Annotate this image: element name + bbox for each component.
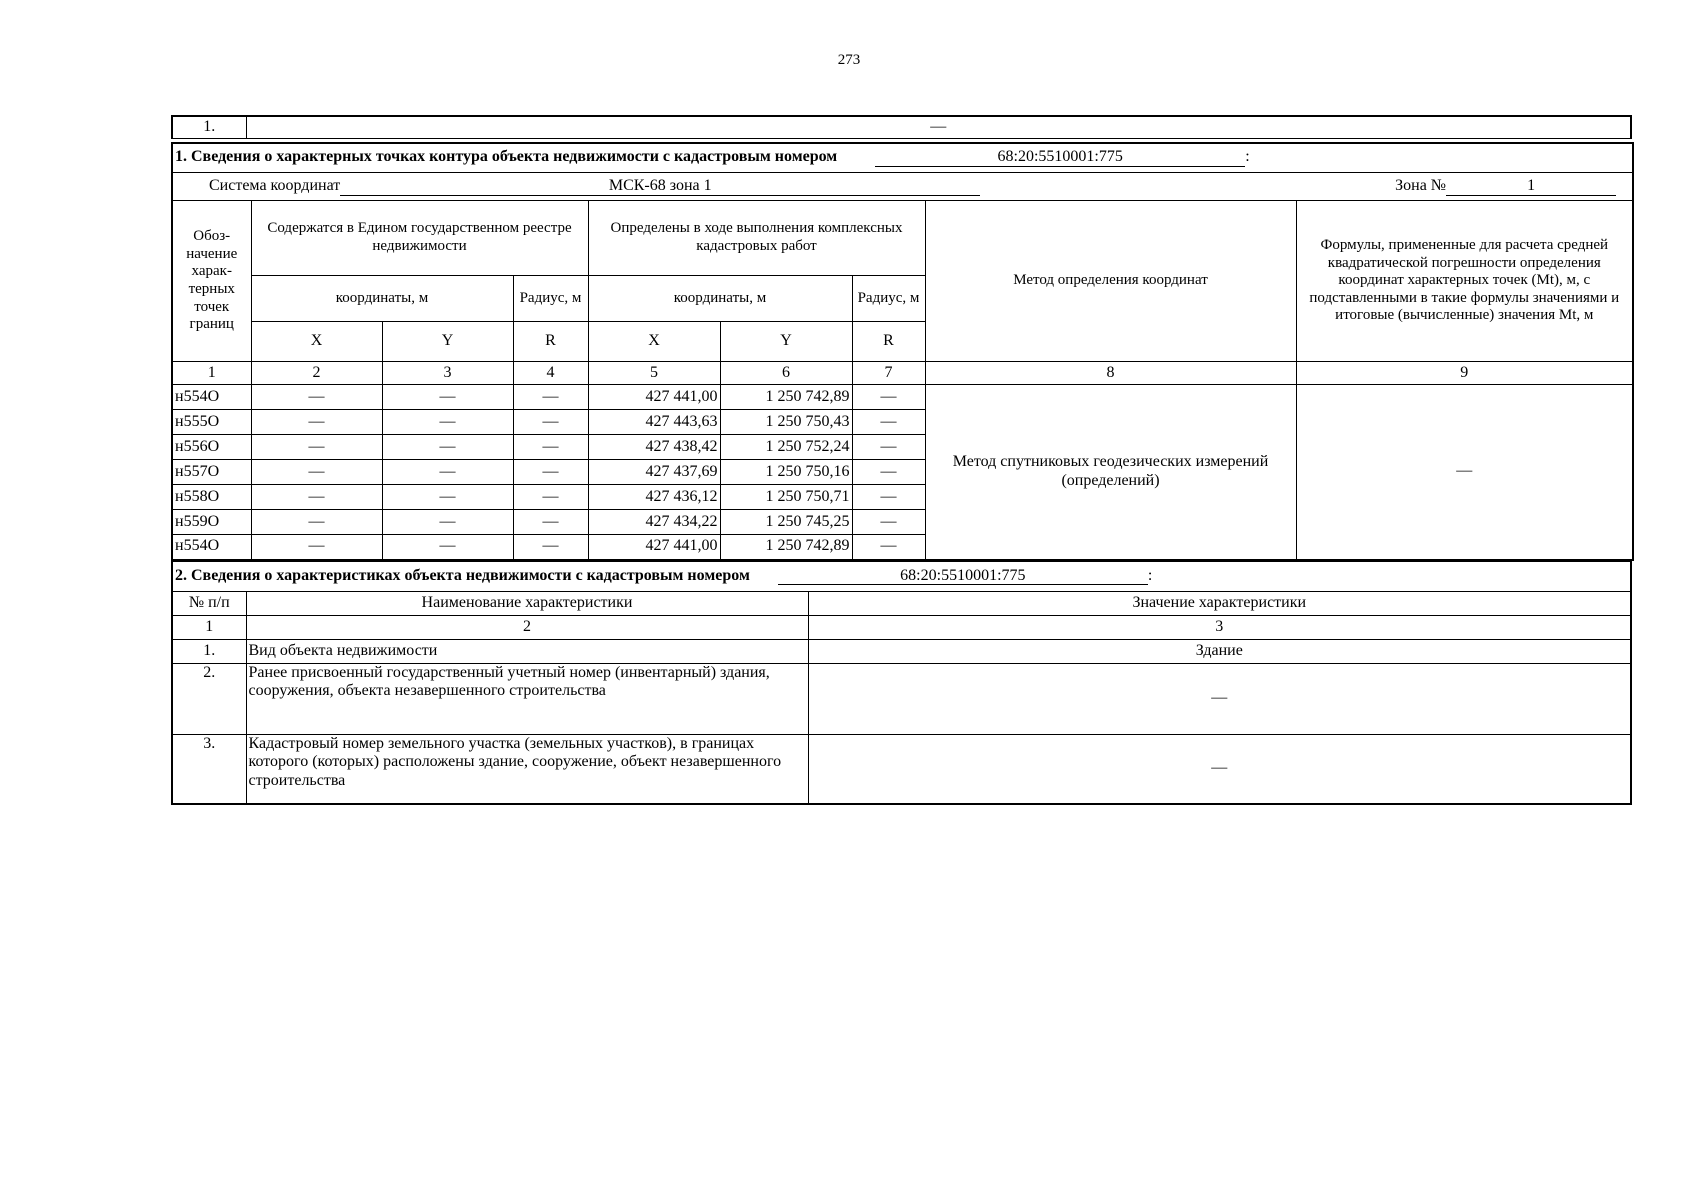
kkr-y: 1 250 750,16 — [720, 460, 852, 485]
kkr-x: 427 443,63 — [588, 410, 720, 435]
kkr-y: 1 250 750,71 — [720, 485, 852, 510]
table-row — [172, 385, 1633, 410]
kkr-r: — — [852, 435, 925, 460]
egrn-y: — — [382, 410, 513, 435]
egrn-y: — — [382, 435, 513, 460]
kkr-y: 1 250 752,24 — [720, 435, 852, 460]
kkr-r: — — [852, 410, 925, 435]
colnum: 1 — [172, 362, 251, 385]
row-value: — — [808, 734, 1631, 804]
zone-value: 1 — [1446, 178, 1616, 196]
coord-system-value: МСК-68 зона 1 — [340, 178, 980, 196]
section2-table — [171, 561, 1632, 806]
kkr-x: 427 438,42 — [588, 435, 720, 460]
header-egrn-coords: координаты, м — [251, 276, 513, 322]
header-egrn: Содержатся в Едином государственном реестре недвижимости — [251, 201, 588, 276]
header-designation: Обоз-начение харак-терных точек границ — [172, 201, 251, 362]
egrn-x: — — [251, 535, 382, 560]
top-row-value: — — [246, 116, 1631, 138]
section2-cadastral-number: 68:20:5510001:775 — [778, 568, 1148, 586]
egrn-r: — — [513, 485, 588, 510]
section2-title: 2. Сведения о характеристиках объекта недвижимости с кадастровым номером — [175, 566, 750, 584]
row-num: 2. — [172, 663, 246, 734]
point-id: н554О — [172, 535, 251, 560]
point-id: н554О — [172, 385, 251, 410]
egrn-r: — — [513, 410, 588, 435]
egrn-r: — — [513, 460, 588, 485]
kkr-r: — — [852, 535, 925, 560]
row-name: Вид объекта недвижимости — [246, 639, 808, 663]
formulas-value: — — [1296, 385, 1633, 560]
table-row — [172, 663, 1631, 734]
kkr-x: 427 441,00 — [588, 385, 720, 410]
egrn-x: — — [251, 410, 382, 435]
header-kkr-y: Y — [720, 322, 852, 362]
egrn-x: — — [251, 435, 382, 460]
egrn-x: — — [251, 510, 382, 535]
section1-title-row — [172, 143, 1633, 173]
row-value: Здание — [808, 639, 1631, 663]
coord-system-label: Система координат — [209, 177, 341, 195]
colnum: 1 — [172, 615, 246, 639]
header-formulas: Формулы, примененные для расчета средней квадратической погрешности определения координат характерных точек (Mt), м, с подставленными в такие формулы значениями и итоговые (вычисленные) значения Mt, м — [1296, 201, 1633, 362]
section2-title-row — [172, 561, 1631, 591]
point-id: н557О — [172, 460, 251, 485]
header-method: Метод определения координат — [925, 201, 1296, 362]
header-egrn-radius: Радиус, м — [513, 276, 588, 322]
header-value: Значение характеристики — [808, 591, 1631, 615]
egrn-r: — — [513, 435, 588, 460]
section2-suffix: : — [1147, 566, 1153, 584]
point-id: н556О — [172, 435, 251, 460]
header-num: № п/п — [172, 591, 246, 615]
colnum: 4 — [513, 362, 588, 385]
section1-title: 1. Сведения о характерных точках контура объекта недвижимости с кадастровым номером — [175, 148, 838, 166]
table-row — [172, 639, 1631, 663]
header-kkr: Определены в ходе выполнения комплексных кадастровых работ — [588, 201, 925, 276]
egrn-x: — — [251, 460, 382, 485]
top-row-table — [171, 115, 1632, 139]
colnum: 3 — [382, 362, 513, 385]
colnum: 2 — [251, 362, 382, 385]
page-number: 273 — [837, 52, 861, 68]
header-kkr-radius: Радиус, м — [852, 276, 925, 322]
kkr-x: 427 434,22 — [588, 510, 720, 535]
point-id: н555О — [172, 410, 251, 435]
row-value: — — [808, 663, 1631, 734]
header-egrn-x: X — [251, 322, 382, 362]
kkr-y: 1 250 742,89 — [720, 535, 852, 560]
colnum: 7 — [852, 362, 925, 385]
row-name: Кадастровый номер земельного участка (земельных участков), в границах которого (которых) расположены здание, сооружение, объект незавершенного строительства — [246, 734, 808, 804]
document-frame — [171, 115, 1632, 805]
egrn-y: — — [382, 460, 513, 485]
kkr-r: — — [852, 510, 925, 535]
egrn-y: — — [382, 385, 513, 410]
zone-label: Зона № — [1395, 177, 1447, 195]
kkr-x: 427 436,12 — [588, 485, 720, 510]
top-row-index: 1. — [172, 116, 246, 138]
point-id: н559О — [172, 510, 251, 535]
header-name: Наименование характеристики — [246, 591, 808, 615]
coord-system-row — [172, 173, 1633, 201]
egrn-r: — — [513, 510, 588, 535]
section1-table — [171, 142, 1634, 561]
kkr-x: 427 437,69 — [588, 460, 720, 485]
section1-suffix: : — [1245, 148, 1250, 166]
row-name: Ранее присвоенный государственный учетный номер (инвентарный) здания, сооружения, объекта незавершенного строительства — [246, 663, 808, 734]
header-kkr-x: X — [588, 322, 720, 362]
kkr-r: — — [852, 385, 925, 410]
kkr-y: 1 250 750,43 — [720, 410, 852, 435]
kkr-x: 427 441,00 — [588, 535, 720, 560]
header-egrn-r: R — [513, 322, 588, 362]
colnum: 2 — [246, 615, 808, 639]
row-num: 3. — [172, 734, 246, 804]
kkr-y: 1 250 745,25 — [720, 510, 852, 535]
header-egrn-y: Y — [382, 322, 513, 362]
egrn-y: — — [382, 535, 513, 560]
kkr-r: — — [852, 485, 925, 510]
method-value: Метод спутниковых геодезических измерений (определений) — [925, 385, 1296, 560]
table-row — [172, 734, 1631, 804]
colnum: 5 — [588, 362, 720, 385]
colnum: 6 — [720, 362, 852, 385]
egrn-x: — — [251, 485, 382, 510]
header-kkr-r: R — [852, 322, 925, 362]
point-id: н558О — [172, 485, 251, 510]
egrn-r: — — [513, 385, 588, 410]
egrn-x: — — [251, 385, 382, 410]
colnum: 9 — [1296, 362, 1633, 385]
kkr-r: — — [852, 460, 925, 485]
egrn-y: — — [382, 485, 513, 510]
kkr-y: 1 250 742,89 — [720, 385, 852, 410]
egrn-y: — — [382, 510, 513, 535]
header-kkr-coords: координаты, м — [588, 276, 852, 322]
colnum: 8 — [925, 362, 1296, 385]
section1-cadastral-number: 68:20:5510001:775 — [875, 149, 1245, 167]
colnum: 3 — [808, 615, 1631, 639]
row-num: 1. — [172, 639, 246, 663]
egrn-r: — — [513, 535, 588, 560]
